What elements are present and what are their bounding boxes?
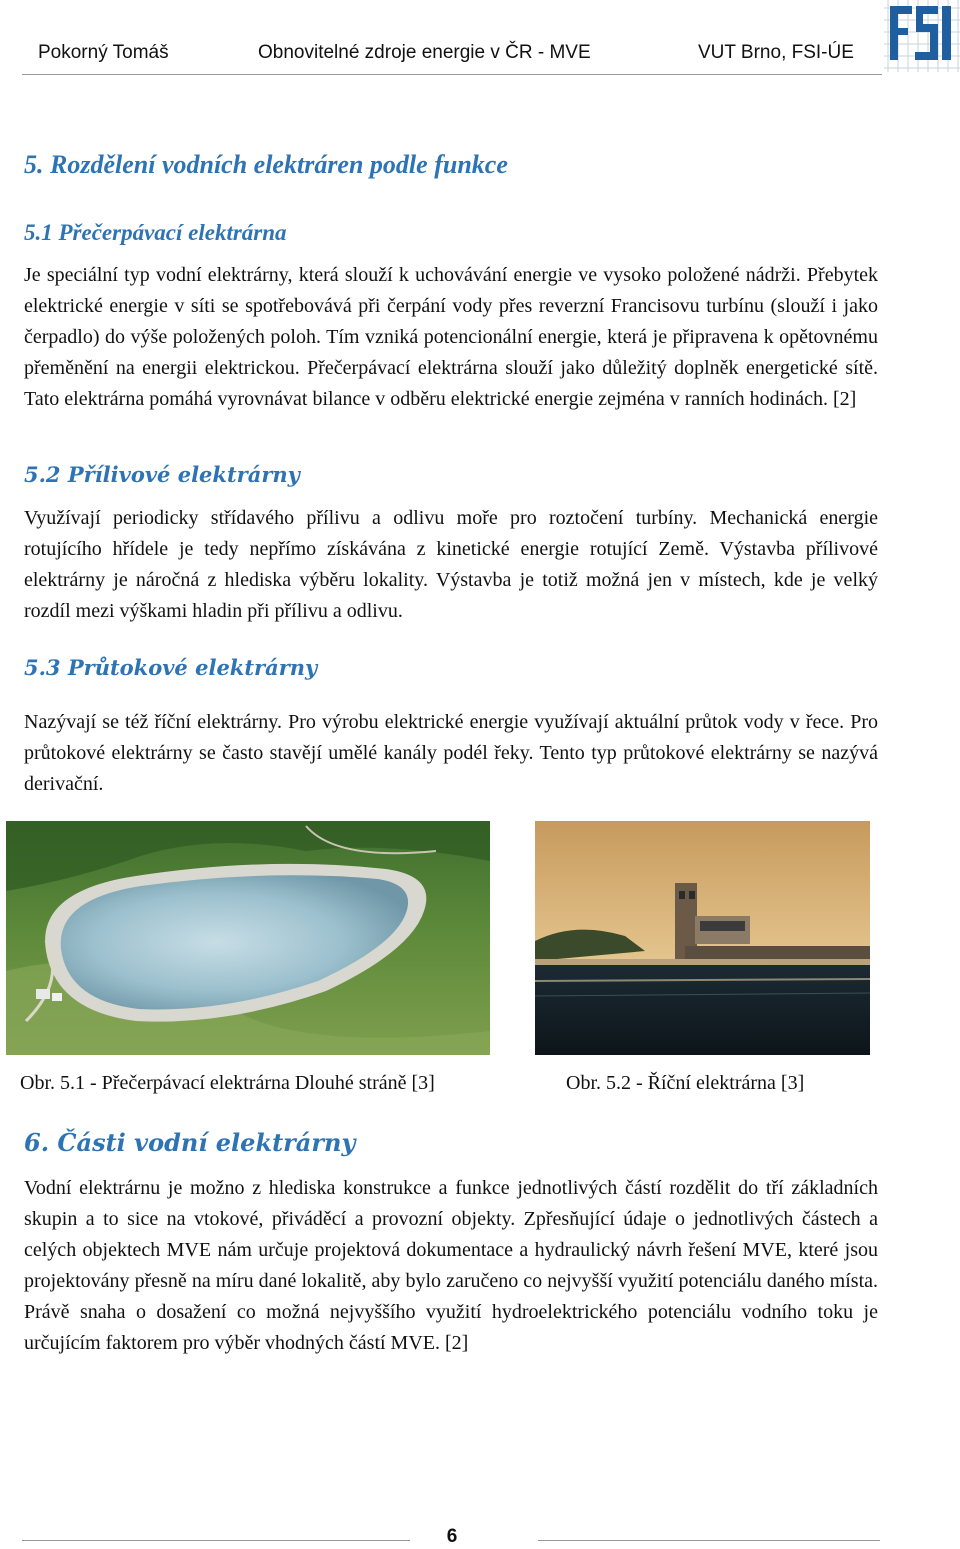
section-heading-5-3: 5.3 Průtokové elektrárny — [24, 655, 318, 680]
figure-caption-5-2: Obr. 5.2 - Říční elektrárna [3] — [566, 1072, 805, 1094]
fsi-logo-icon — [884, 0, 960, 72]
river-power-plant-photo — [535, 821, 870, 1055]
section-text-6: Vodní elektrárnu je možno z hlediska konstrukce a funkce jednotlivých částí rozdělit do tří základních skupin a to sice na vtokové, přiváděcí a provozní objekty. Zpřesňující údaje o jednotlivých částech a celých objektech MVE nám určuje projektová dokumentace a hydraulický návrh řešení MVE, které jsou projektovány přesně na míru dané lokalitě, aby bylo zaručeno co nejvyšší využití potenciálu daného místa. Právě snaha o dosažení co možná nejvyššího využití hydroelektrického potenciálu vodního toku je určujícím faktorem pro výběr vhodných částí MVE. [2] — [24, 1177, 878, 1354]
footer-divider-left — [22, 1540, 410, 1541]
header-institution: VUT Brno, FSI-ÚE — [698, 42, 854, 63]
section-text-5-3: Nazývají se též říční elektrárny. Pro výrobu elektrické energie využívají aktuální průtok vody v řece. Pro průtokové elektrárny se často stavějí umělé kanály podél řeky. Tento typ průtokové elektrárny se nazývá derivační. — [24, 711, 878, 795]
section-text-5-1: Je speciální typ vodní elektrárny, která slouží k uchovávání energie ve vysoko položené nádrži. Přebytek elektrické energie v síti se spotřebovává při čerpání vody přes reverzní Francisovu turbínu (slouží i jako čerpadlo) do výše položených poloh. Tím vzniká potencionální energie, která je připravena k opětovnému přeměnění na energii elektrickou. Přečerpávací elektrárna slouží jako důležitý doplněk energetické sítě. Tato elektrárna pomáhá vyrovnávat bilance v odběru elektrické energie zejména v ranních hodinách. [2] — [24, 264, 878, 410]
section-heading-6: 6. Části vodní elektrárny — [24, 1128, 356, 1157]
page-header — [0, 0, 960, 80]
section-text-5-2: Využívají periodicky střídavého přílivu a odlivu moře pro roztočení turbíny. Mechanická energie rotujícího hřídele je tedy nepřímo získávána z kinetické energie rotující Země. Výstavba přílivové elektrárny je náročná z hlediska výběru lokality. Výstavba je totiž možná jen v místech, kde je velký rozdíl mezi výškami hladin při přílivu a odlivu. — [24, 507, 878, 622]
header-divider — [22, 74, 882, 75]
figure-caption-5-1: Obr. 5.1 - Přečerpávací elektrárna Dlouhé stráně [3] — [20, 1072, 435, 1094]
section-heading-5-1: 5.1 Přečerpávací elektrárna — [24, 220, 287, 245]
section-heading-5: 5. Rozdělení vodních elektráren podle funkce — [24, 150, 508, 179]
section-heading-5-2: 5.2 Přílivové elektrárny — [24, 462, 300, 487]
pumped-storage-reservoir-photo — [6, 821, 490, 1055]
header-title: Obnovitelné zdroje energie v ČR - MVE — [258, 42, 591, 63]
footer-divider-right — [538, 1540, 880, 1541]
page-number: 6 — [446, 1526, 458, 1547]
header-author: Pokorný Tomáš — [38, 42, 169, 63]
